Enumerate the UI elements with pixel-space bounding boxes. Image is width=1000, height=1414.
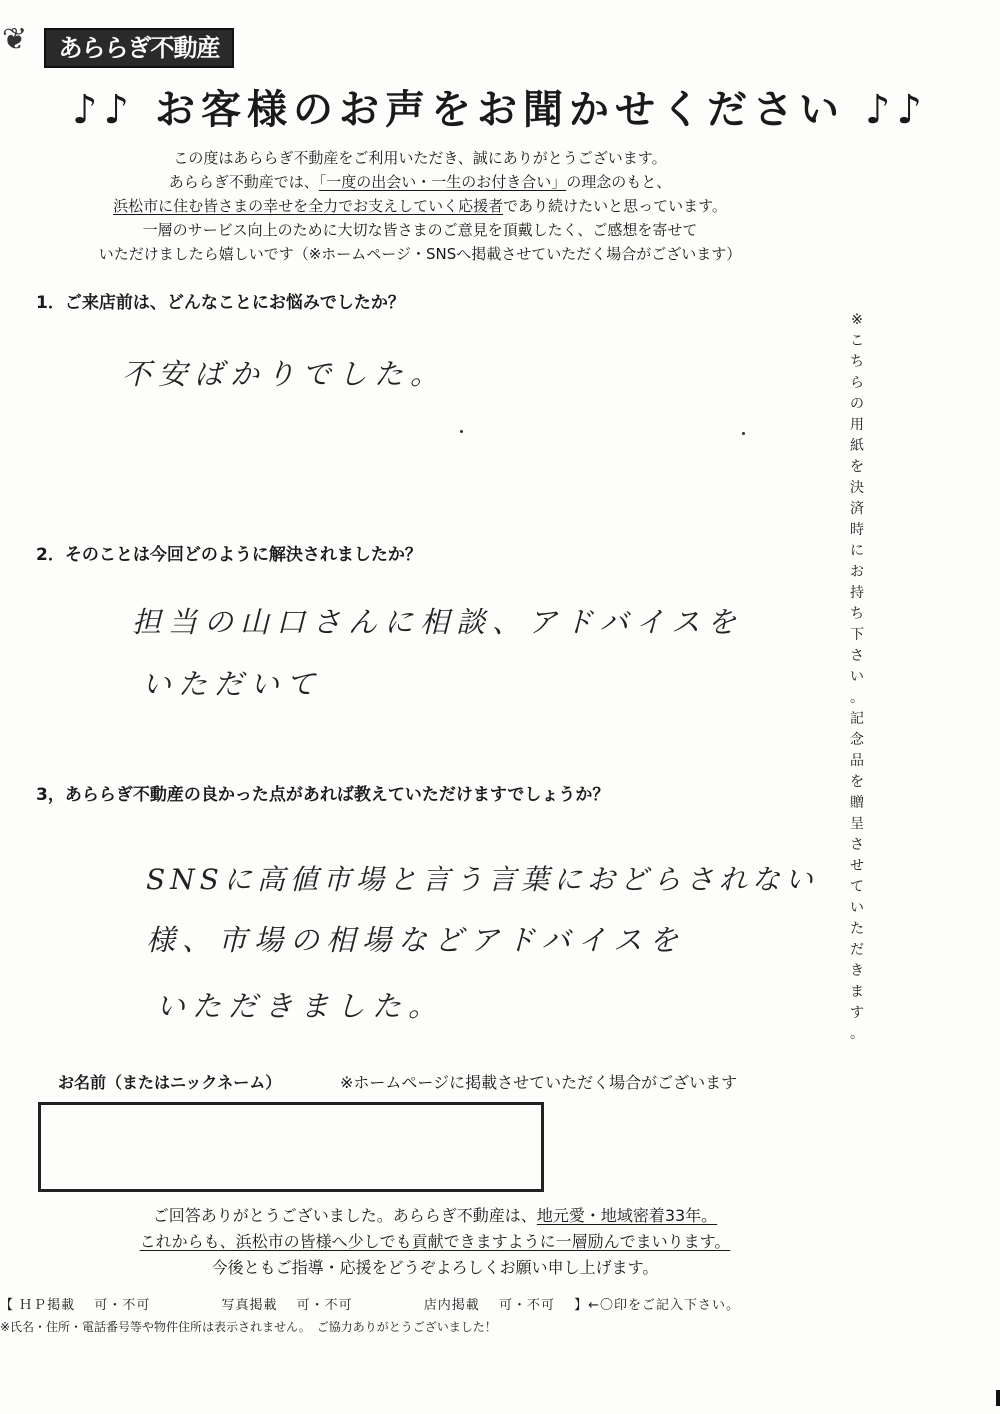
consent-bracket-open: 【 bbox=[0, 1298, 15, 1313]
answer-1-line-1[interactable]: 不安ばかりでした。 bbox=[122, 357, 447, 391]
closing-text bbox=[0, 1203, 870, 1281]
side-note-char: た bbox=[850, 921, 864, 937]
consent-row bbox=[0, 1294, 740, 1313]
side-note-char: さ bbox=[850, 837, 864, 853]
local-love-phrase: 地元愛・地域密着33年。 bbox=[536, 1206, 718, 1225]
side-note-char: 。 bbox=[850, 690, 864, 706]
side-note-char: ら bbox=[850, 375, 864, 391]
store-consent-options[interactable]: 可・不可 bbox=[498, 1298, 555, 1313]
intro-line-3 bbox=[0, 194, 840, 218]
side-note-char: 。 bbox=[850, 1026, 864, 1042]
company-logo: あららぎ不動産 bbox=[44, 28, 234, 68]
consent-instruction: 】←〇印をご記入下さい。 bbox=[574, 1298, 740, 1313]
side-note-char: に bbox=[850, 543, 864, 559]
side-note-char: い bbox=[850, 900, 864, 916]
intro-line-1: この度はあららぎ不動産をご利用いただき、誠にありがとうございます。 bbox=[173, 149, 667, 167]
hp-consent-label: ＨＰ掲載 bbox=[19, 1298, 76, 1313]
intro-line-3b: であり続けたいと思っています。 bbox=[503, 197, 727, 215]
answer-2-line-2[interactable]: いただいて bbox=[142, 667, 323, 701]
side-note-char: ま bbox=[850, 984, 864, 1000]
side-note-char: き bbox=[850, 963, 864, 979]
photo-consent-options[interactable]: 可・不可 bbox=[296, 1298, 353, 1313]
hp-consent-options[interactable]: 可・不可 bbox=[94, 1298, 151, 1313]
side-note-char: 贈 bbox=[850, 795, 864, 811]
intro-line-2 bbox=[0, 170, 840, 194]
philosophy-phrase: 「一度の出会い・一生のお付き合い」 bbox=[318, 173, 567, 191]
side-note-char: を bbox=[850, 459, 864, 475]
answer-3-line-2[interactable]: 様、市場の相場などアドバイスを bbox=[146, 923, 686, 957]
side-note-char: 品 bbox=[850, 753, 864, 769]
side-note-char: せ bbox=[850, 858, 864, 874]
side-note-vertical bbox=[845, 310, 869, 1045]
side-note-char: を bbox=[850, 774, 864, 790]
scan-edge-mark bbox=[996, 1390, 1000, 1406]
side-note-char: の bbox=[850, 396, 864, 412]
side-note-char: ち bbox=[850, 606, 864, 622]
intro-line-5: いただけましたら嬉しいです（※ホームページ・SNSへ掲載させていただく場合がございます） bbox=[98, 245, 742, 263]
side-note-char: ※ bbox=[851, 312, 863, 328]
name-input-box[interactable] bbox=[38, 1102, 544, 1192]
side-note-char: さ bbox=[850, 648, 864, 664]
closing-line-1a: ご回答ありがとうございました。あららぎ不動産は、 bbox=[152, 1206, 537, 1225]
side-note-char: こ bbox=[850, 333, 864, 349]
side-note-char: だ bbox=[850, 942, 864, 958]
answer-2-line-1[interactable]: 担当の山口さんに相談、アドバイスを bbox=[132, 605, 744, 639]
side-note-char: 紙 bbox=[850, 438, 864, 454]
store-consent-label: 店内掲載 bbox=[423, 1298, 480, 1313]
side-note-char: 記 bbox=[850, 711, 864, 727]
intro-text bbox=[0, 146, 840, 266]
closing-line-1 bbox=[0, 1203, 870, 1229]
side-note-char: す bbox=[850, 1005, 864, 1021]
bird-icon: ❦ bbox=[2, 22, 28, 57]
answer-3-line-3[interactable]: いただきました。 bbox=[156, 989, 445, 1023]
side-note-char: 済 bbox=[850, 501, 864, 517]
intro-line-2a: あららぎ不動産では、 bbox=[168, 173, 319, 191]
stray-mark bbox=[460, 430, 463, 433]
name-label: お名前（またはニックネーム） bbox=[58, 1073, 282, 1092]
photo-consent-label: 写真掲載 bbox=[221, 1298, 278, 1313]
question-3-label: 3，あららぎ不動産の良かった点があれば教えていただけますでしょうか？ bbox=[36, 785, 610, 805]
privacy-note: ※氏名・住所・電話番号等や物件住所は表示されません。 ご協力ありがとうございました！ bbox=[0, 1320, 497, 1334]
side-note-char: 下 bbox=[850, 627, 864, 643]
side-note-char: 持 bbox=[850, 585, 864, 601]
side-note-char: ち bbox=[850, 354, 864, 370]
side-note-char: 決 bbox=[850, 480, 864, 496]
closing-line-2: これからも、浜松市の皆様へ少しでも貢献できますように一層励んでまいります。 bbox=[139, 1232, 731, 1251]
side-note-char: 念 bbox=[850, 732, 864, 748]
closing-line-3: 今後ともご指導・応援をどうぞよろしくお願い申し上げます。 bbox=[211, 1258, 659, 1277]
answer-3-line-1[interactable]: SNSに高値市場と言う言葉におどらされない bbox=[146, 863, 818, 896]
question-1-label: 1．ご来店前は、どんなことにお悩みでしたか？ bbox=[36, 293, 405, 313]
intro-line-4: 一層のサービス向上のために大切な皆さまのご意見を頂戴したく、ご感想を寄せて bbox=[142, 221, 698, 239]
page-title: ♪♪ お客様のお声をお聞かせください ♪♪ bbox=[72, 87, 928, 133]
intro-line-2c: の理念のもと、 bbox=[566, 173, 672, 191]
side-note-char: い bbox=[850, 669, 864, 685]
side-note-char: 用 bbox=[850, 417, 864, 433]
supporter-phrase: 浜松市に住む皆さまの幸せを全力でお支えしていく応援者 bbox=[113, 197, 504, 215]
name-note: ※ホームページに掲載させていただく場合がございます bbox=[340, 1073, 738, 1092]
side-note-char: 呈 bbox=[850, 816, 864, 832]
side-note-char: 時 bbox=[850, 522, 864, 538]
stray-mark bbox=[742, 432, 745, 435]
side-note-char: お bbox=[850, 564, 864, 580]
side-note-char: て bbox=[850, 879, 864, 895]
question-2-label: 2．そのことは今回どのように解決されましたか？ bbox=[36, 545, 422, 565]
